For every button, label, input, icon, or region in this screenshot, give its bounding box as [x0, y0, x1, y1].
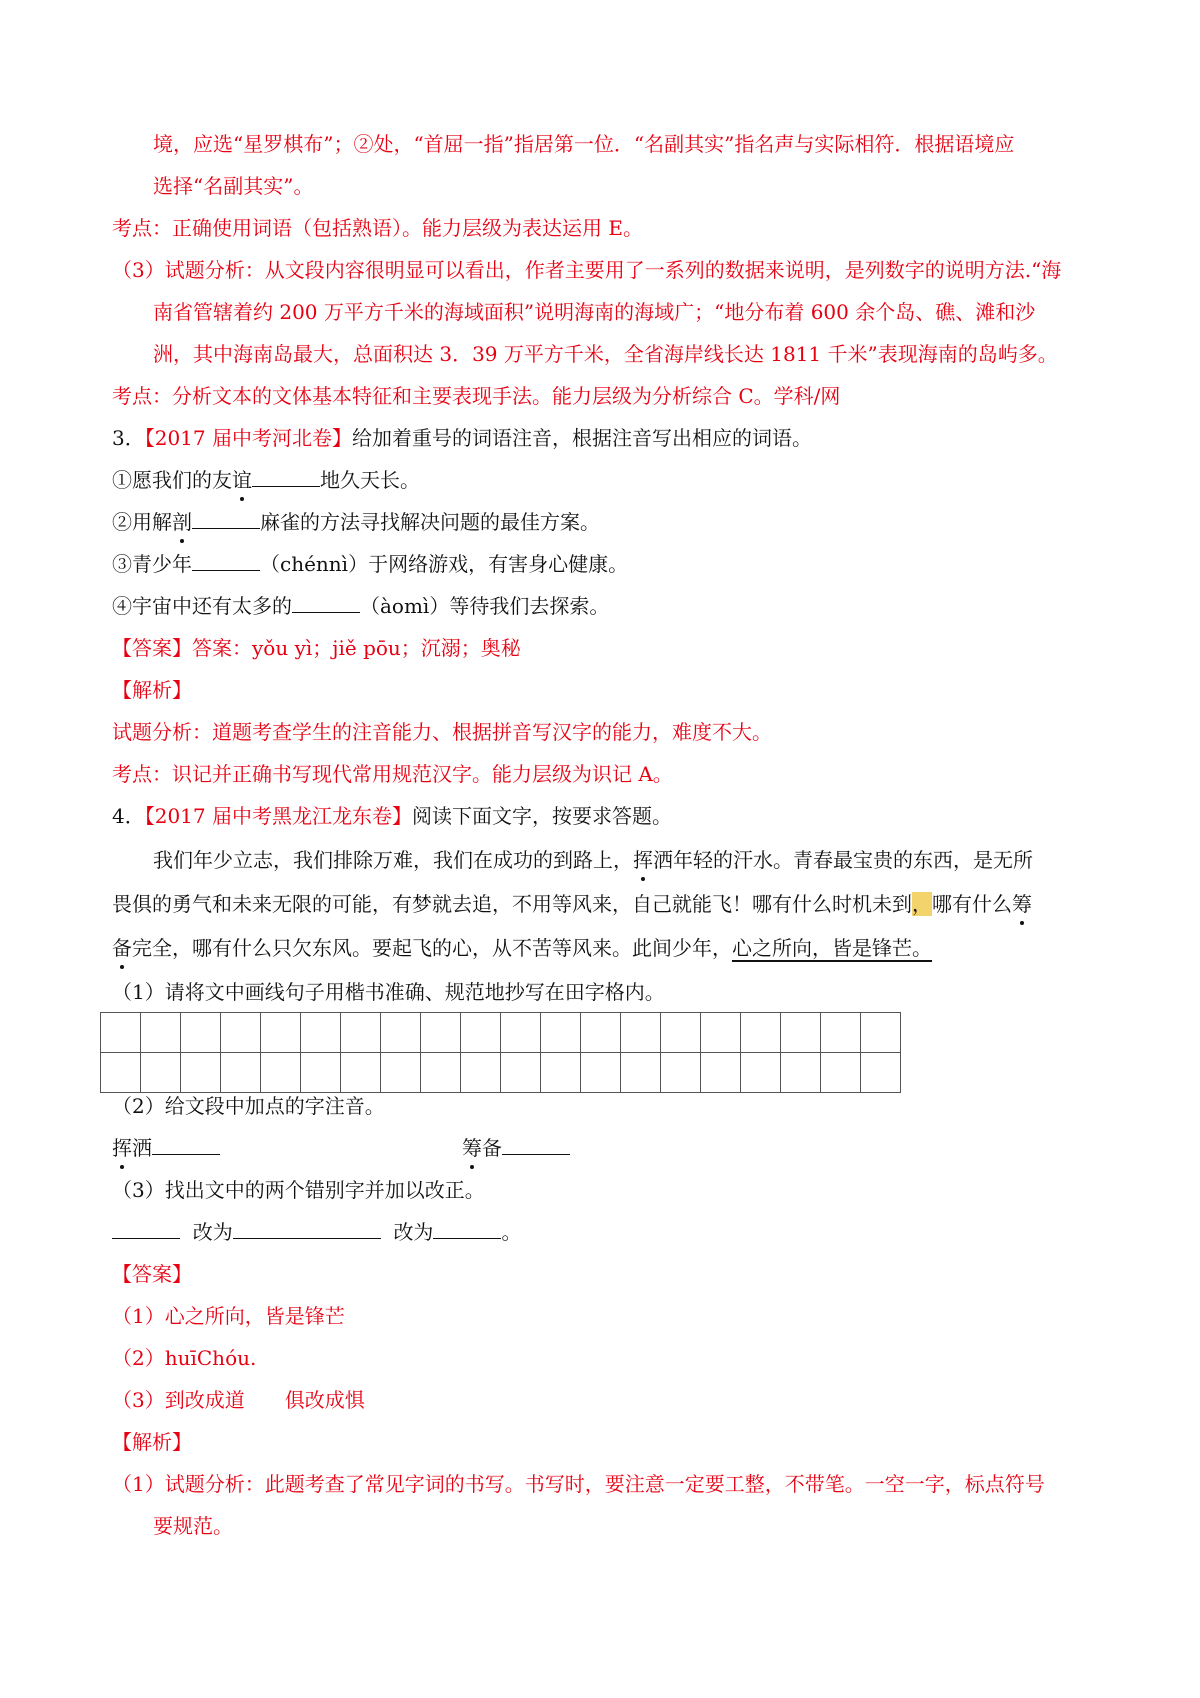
- grid-cell[interactable]: [461, 1013, 501, 1053]
- grid-cell[interactable]: [301, 1013, 341, 1053]
- answer-blank[interactable]: [292, 592, 360, 613]
- q3-answer: [112, 634, 521, 662]
- q2-sub3-line2: 南省管辖着约 200 万平方千米的海域面积”说明海南的海域广；“地分布着 600 余个岛、礁、滩和沙: [153, 300, 1036, 324]
- grid-cell[interactable]: [581, 1053, 621, 1093]
- q4-passage-line2: [112, 890, 1032, 918]
- answer-blank[interactable]: [252, 466, 320, 487]
- q3-item2: [112, 508, 600, 536]
- grid-cell[interactable]: [701, 1053, 741, 1093]
- grid-cell[interactable]: [661, 1053, 701, 1093]
- highlight-mark: ，: [912, 892, 932, 916]
- emphasis-char: 筹: [462, 1136, 482, 1160]
- passage-text: 完全，哪有什么只欠东风。要起飞的心，从不苦等风来。此间少年，: [132, 936, 732, 960]
- q4-answer3: （3）到改成道 俱改成惧: [112, 1388, 365, 1412]
- emphasis-char: 挥: [633, 848, 653, 872]
- answer-blank[interactable]: [192, 508, 260, 529]
- q2-sub3-line3: 洲，其中海南岛最大，总面积达 3．39 万平方千米，全省海岸线长达 1811 千米”表现海南的岛屿多。: [153, 342, 1058, 366]
- passage-text: 我们年少立志，我们排除万难，我们在成功的到路上，: [153, 848, 633, 872]
- grid-cell[interactable]: [381, 1053, 421, 1093]
- grid-cell[interactable]: [661, 1013, 701, 1053]
- grid-cell[interactable]: [141, 1013, 181, 1053]
- period: 。: [501, 1220, 522, 1244]
- q3-item2-tail: 麻雀的方法寻找解决问题的最佳方案。: [260, 510, 600, 534]
- answer-blank[interactable]: [112, 1218, 180, 1239]
- q2-kaodian: 考点：正确使用词语（包括熟语）。能力层级为表达运用 E。: [112, 216, 643, 240]
- grid-cell[interactable]: [101, 1053, 141, 1093]
- q3-item1-tail: 地久天长。: [320, 468, 420, 492]
- q4-fill2: [462, 1134, 570, 1162]
- grid-cell[interactable]: [301, 1053, 341, 1093]
- q3-analysis-text: 试题分析：道题考查学生的注音能力、根据拼音写汉字的能力，难度不大。: [112, 720, 772, 744]
- grid-cell[interactable]: [781, 1013, 821, 1053]
- q2-sub3-line1: （3）试题分析：从文段内容很明显可以看出，作者主要用了一系列的数据来说明，是列数字的说明方法.“海: [112, 258, 1062, 282]
- q4-analysis-line2: 要规范。: [153, 1514, 233, 1538]
- passage-text: 哪有什么: [932, 892, 1012, 916]
- q3-item1: [112, 466, 420, 494]
- q4-analysis-line1: （1）试题分析：此题考查了常见字词的书写。书写时，要注意一定要工整，不带笔。一空一字，标点符号: [112, 1472, 1045, 1496]
- q3-item1-text: ①愿我们的友: [112, 468, 232, 492]
- grid-cell[interactable]: [341, 1053, 381, 1093]
- change-label: 改为: [393, 1220, 434, 1244]
- q4-passage-line1: [153, 846, 1033, 874]
- q3-item3-text: ③青少年: [112, 552, 192, 576]
- answer-blank[interactable]: [233, 1218, 381, 1239]
- grid-cell[interactable]: [541, 1013, 581, 1053]
- answer-blank[interactable]: [433, 1218, 501, 1239]
- emphasis-char: 剖: [172, 510, 192, 534]
- q3-prompt: 给加着重号的词语注音，根据注音写出相应的词语。: [352, 426, 812, 450]
- passage-text: 畏俱的勇气和未来无限的可能，有梦就去追，不用等风来，自己就能飞！哪有什么时机未到: [112, 892, 912, 916]
- q2-answer-line2: 选择“名副其实”。: [153, 174, 314, 198]
- q4-prompt: 阅读下面文字，按要求答题。: [412, 804, 672, 828]
- q4-correction-line: [112, 1218, 521, 1246]
- grid-cell[interactable]: [261, 1013, 301, 1053]
- q2-sub3-kaodian: 考点：分析文本的文体基本特征和主要表现手法。能力层级为分析综合 C。学科/网: [112, 384, 841, 408]
- grid-cell[interactable]: [381, 1013, 421, 1053]
- q4-sub2: （2）给文段中加点的字注音。: [112, 1094, 385, 1118]
- passage-text: 洒年轻的汗水。青春最宝贵的东西，是无所: [653, 848, 1033, 872]
- fill-word: 洒: [132, 1136, 152, 1160]
- q3-item4-text: ④宇宙中还有太多的: [112, 594, 292, 618]
- q3-heading: [112, 424, 812, 452]
- q4-answer-tag: 【答案】: [112, 1262, 192, 1286]
- grid-cell[interactable]: [541, 1053, 581, 1093]
- q4-answer2: （2）huīChóu.: [112, 1346, 257, 1370]
- grid-cell[interactable]: [181, 1013, 221, 1053]
- grid-cell[interactable]: [421, 1013, 461, 1053]
- q4-sub1: （1）请将文中画线句子用楷书准确、规范地抄写在田字格内。: [112, 980, 665, 1004]
- q4-source: 【2017 届中考黑龙江龙东卷】: [144, 804, 412, 828]
- q3-number: 3．: [112, 426, 145, 450]
- grid-cell[interactable]: [581, 1013, 621, 1053]
- emphasis-char: 备: [112, 936, 132, 960]
- answer-blank[interactable]: [152, 1134, 220, 1155]
- q4-passage-line3: [112, 934, 932, 962]
- q3-item3-tail: （chénnì）于网络游戏，有害身心健康。: [260, 552, 629, 576]
- grid-cell[interactable]: [181, 1053, 221, 1093]
- q4-analysis-tag: 【解析】: [112, 1430, 192, 1454]
- q4-fill1: [112, 1134, 220, 1162]
- grid-cell[interactable]: [501, 1013, 541, 1053]
- grid-cell[interactable]: [501, 1053, 541, 1093]
- q3-analysis-tag: 【解析】: [112, 678, 192, 702]
- grid-cell[interactable]: [821, 1013, 861, 1053]
- emphasis-char: 谊: [232, 468, 252, 492]
- grid-cell[interactable]: [221, 1013, 261, 1053]
- q4-heading: [112, 802, 672, 830]
- answer-blank[interactable]: [502, 1134, 570, 1155]
- grid-cell[interactable]: [141, 1053, 181, 1093]
- grid-cell[interactable]: [861, 1053, 901, 1093]
- emphasis-char: 筹: [1012, 892, 1032, 916]
- q4-sub3: （3）找出文中的两个错别字并加以改正。: [112, 1178, 485, 1202]
- q3-source: 【2017 届中考河北卷】: [144, 426, 352, 450]
- q3-item4: [112, 592, 609, 620]
- grid-cell[interactable]: [621, 1013, 661, 1053]
- grid-cell[interactable]: [101, 1013, 141, 1053]
- q2-answer-line1: 境，应选“星罗棋布”；②处，“首屈一指”指居第一位．“名副其实”指名声与实际相符．根据语境应: [153, 132, 1015, 156]
- grid-cell[interactable]: [461, 1053, 501, 1093]
- grid-cell[interactable]: [261, 1053, 301, 1093]
- emphasis-char: 挥: [112, 1136, 132, 1160]
- grid-cell[interactable]: [421, 1053, 461, 1093]
- q3-item2-text: ②用解: [112, 510, 172, 534]
- grid-cell[interactable]: [781, 1053, 821, 1093]
- answer-tag: 【答案】: [112, 636, 192, 660]
- grid-cell[interactable]: [221, 1053, 261, 1093]
- grid-cell[interactable]: [821, 1053, 861, 1093]
- q3-kaodian: 考点：识记并正确书写现代常用规范汉字。能力层级为识记 A。: [112, 762, 673, 786]
- grid-cell[interactable]: [741, 1013, 781, 1053]
- answer-blank[interactable]: [192, 550, 260, 571]
- q3-item4-tail: （àomì）等待我们去探索。: [360, 594, 610, 618]
- grid-cell[interactable]: [741, 1053, 781, 1093]
- underlined-sentence: 心之所向，皆是锋芒。: [732, 936, 932, 960]
- q3-item3: [112, 550, 628, 578]
- grid-cell[interactable]: [701, 1013, 741, 1053]
- q4-answer1: （1）心之所向，皆是锋芒: [112, 1304, 345, 1328]
- grid-cell[interactable]: [621, 1053, 661, 1093]
- grid-cell[interactable]: [341, 1013, 381, 1053]
- q4-number: 4．: [112, 804, 145, 828]
- change-label: 改为: [192, 1220, 233, 1244]
- fill-word: 备: [482, 1136, 502, 1160]
- tianzi-grid[interactable]: [100, 1012, 901, 1093]
- q3-answer-text: 答案：yǒu yì；jiě pōu；沉溺；奥秘: [192, 636, 521, 660]
- grid-cell[interactable]: [861, 1013, 901, 1053]
